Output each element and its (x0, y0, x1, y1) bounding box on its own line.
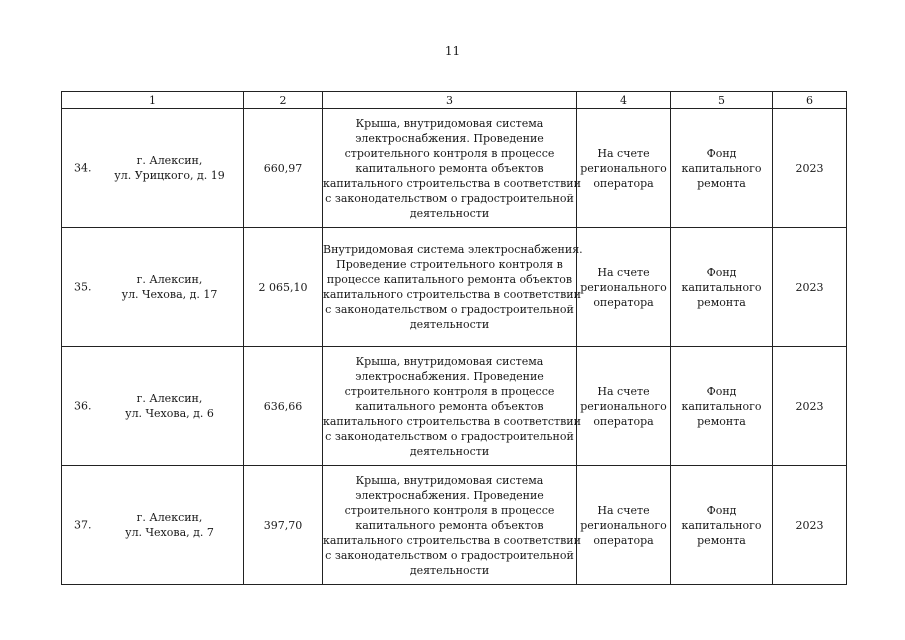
owner-cell (577, 109, 671, 228)
repair-table (61, 91, 847, 585)
address-city: г. Алексин, (136, 154, 203, 167)
header-col-4: 4 (577, 92, 671, 109)
work-line: деятельности (409, 444, 490, 458)
row-number: 35. (74, 280, 92, 294)
owner-line: На счете (597, 146, 650, 160)
owner-cell (577, 466, 671, 585)
owner-cell (577, 347, 671, 466)
address-street: ул. Чехова, д. 17 (121, 288, 218, 301)
address-street: ул. Чехова, д. 6 (125, 407, 214, 420)
work-line: с законодательством о градостроительной (325, 548, 574, 562)
work-line: Крыша, внутридомовая система (355, 354, 544, 368)
owner-line: регионального (580, 280, 667, 294)
work-line: деятельности (409, 318, 490, 331)
fund-line: ремонта (697, 295, 746, 309)
fund-line: Фонд (706, 146, 737, 160)
address-cell (62, 466, 244, 585)
fund-line: капитального (681, 399, 762, 413)
work-line: с законодательством о градостроительной (325, 303, 574, 316)
owner-line: оператора (593, 295, 654, 309)
address-cell (62, 347, 244, 466)
work-cell (323, 466, 581, 585)
area-cell: 397,70 (244, 466, 323, 585)
fund-line: капитального (681, 161, 762, 175)
work-line: электроснабжения. Проведение (355, 131, 544, 145)
fund-line: ремонта (697, 533, 746, 547)
work-cell (323, 228, 583, 347)
work-line: капитального ремонта объектов (355, 518, 544, 532)
work-line: Внутридомовая система электроснабжения. (323, 243, 583, 256)
address-street: ул. Урицкого, д. 19 (114, 169, 225, 182)
owner-line: На счете (597, 265, 650, 279)
work-line: Проведение строительного контроля в (336, 258, 563, 271)
header-col-5: 5 (671, 92, 773, 109)
owner-line: На счете (597, 503, 650, 517)
work-line: с законодательством о градостроительной (325, 429, 574, 443)
fund-line: ремонта (697, 414, 746, 428)
work-line: Крыша, внутридомовая система (355, 473, 544, 487)
year-cell: 2023 (773, 466, 847, 585)
address-city: г. Алексин, (136, 511, 203, 524)
header-col-3: 3 (323, 92, 577, 109)
area-cell: 660,97 (244, 109, 323, 228)
work-line: капитального строительства в соответствии (323, 414, 581, 428)
work-line: капитального строительства в соответствии (323, 176, 581, 190)
work-line: капитального строительства в соответствии (323, 288, 581, 301)
fund-line: Фонд (706, 384, 737, 398)
owner-line: оператора (593, 176, 654, 190)
fund-cell (671, 466, 773, 585)
work-cell (323, 347, 581, 466)
row-number: 36. (74, 399, 92, 413)
work-line: электроснабжения. Проведение (355, 369, 544, 383)
owner-line: регионального (580, 399, 667, 413)
owner-cell (577, 228, 671, 347)
table-row (62, 466, 847, 585)
address-city: г. Алексин, (136, 392, 203, 405)
year-cell: 2023 (773, 228, 847, 347)
page-number: 11 (444, 44, 461, 58)
area-cell: 636,66 (244, 347, 323, 466)
row-number: 34. (74, 161, 92, 175)
work-line: строительного контроля в процессе (344, 503, 555, 517)
work-line: строительного контроля в процессе (344, 384, 555, 398)
work-line: процессе капитального ремонта объектов (326, 273, 573, 286)
fund-line: капитального (681, 518, 762, 532)
work-line: капитального ремонта объектов (355, 399, 544, 413)
owner-line: оператора (593, 533, 654, 547)
work-line: деятельности (409, 206, 490, 220)
work-cell (323, 109, 581, 228)
address-cell (62, 109, 244, 228)
work-line: деятельности (409, 563, 490, 577)
year-cell: 2023 (773, 347, 847, 466)
work-line: строительного контроля в процессе (344, 146, 555, 160)
owner-line: На счете (597, 384, 650, 398)
header-row (62, 92, 847, 109)
work-line: капитального ремонта объектов (355, 161, 544, 175)
fund-line: Фонд (706, 265, 737, 279)
area-cell: 2 065,10 (244, 228, 323, 347)
fund-cell (671, 347, 773, 466)
year-cell: 2023 (773, 109, 847, 228)
fund-line: ремонта (697, 176, 746, 190)
table-row (62, 109, 847, 228)
fund-cell (671, 228, 773, 347)
table-row (62, 228, 847, 347)
fund-cell (671, 109, 773, 228)
work-line: Крыша, внутридомовая система (355, 116, 544, 130)
address-cell (62, 228, 244, 347)
fund-line: Фонд (706, 503, 737, 517)
work-line: с законодательством о градостроительной (325, 191, 574, 205)
address-city: г. Алексин, (136, 273, 203, 286)
header-col-6: 6 (773, 92, 847, 109)
header-col-1: 1 (62, 92, 244, 109)
work-line: капитального строительства в соответствии (323, 533, 581, 547)
work-line: электроснабжения. Проведение (355, 488, 544, 502)
header-col-2: 2 (244, 92, 323, 109)
address-street: ул. Чехова, д. 7 (125, 526, 214, 539)
fund-line: капитального (681, 280, 762, 294)
row-number: 37. (74, 518, 92, 532)
table-row (62, 347, 847, 466)
owner-line: оператора (593, 414, 654, 428)
owner-line: регионального (580, 161, 667, 175)
owner-line: регионального (580, 518, 667, 532)
